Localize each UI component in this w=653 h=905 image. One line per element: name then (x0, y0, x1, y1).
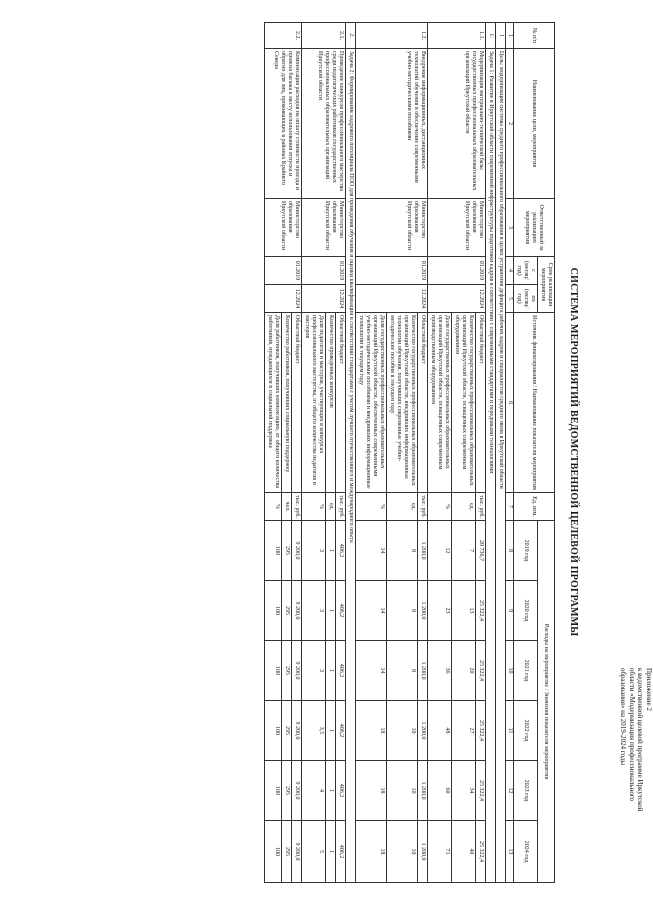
item-val: 3 (302, 581, 326, 641)
row-end: 12.2024 (428, 285, 486, 313)
row-num: 2.1. (302, 23, 346, 49)
row-num: 1.2. (356, 23, 428, 49)
index-cell: 10 (506, 641, 514, 701)
item-val: 1 (326, 521, 336, 581)
item-val: 406,2 (336, 641, 346, 701)
item-val: 3 (302, 641, 326, 701)
item-src: Количество работников, получивших социальную поддержку (282, 313, 292, 493)
item-val: 100 (265, 821, 282, 883)
table-row (476, 23, 486, 883)
row-start: 01.2019 (428, 257, 486, 285)
item-val: 20 (452, 641, 476, 701)
index-cell: 13 (506, 821, 514, 883)
document-title: СИСТЕМА МЕРОПРИЯТИЙ ВЕДОМСТВЕННОЙ ЦЕЛЕВОЙ ПРОГРАММЫ (568, 267, 579, 637)
item-val: 40 (452, 821, 476, 883)
item-val: 18 (356, 821, 387, 883)
task-text: Задача 1: Развитие в Иркутской области современной инфраструктуры подготовки кадров в соответствии с современными стандартами и передовыми технологиями (486, 49, 496, 883)
row-name: Компенсация расходов на оплату стоимости проезда и провоза багажа к месту использования отпуска и обратно для лиц, проживающих в районах Крайнего Севера (265, 49, 302, 199)
appendix-line: области «Модернизация профессионального (628, 668, 636, 802)
item-unit: % (428, 493, 452, 521)
item-val: 9 200,0 (292, 701, 302, 761)
item-val: 23 (428, 581, 452, 641)
header-name: Наименование цели, мероприятия (514, 49, 555, 199)
goal-row (496, 23, 506, 883)
index-cell: 11 (506, 701, 514, 761)
index-cell: 5 (506, 285, 514, 313)
item-val: 34 (452, 761, 476, 821)
item-val: 8 (387, 521, 418, 581)
appendix-line: к ведомственной целевой программе Иркутской (636, 668, 645, 812)
row-start: 01.2019 (302, 257, 346, 285)
index-row (506, 23, 514, 883)
item-unit: ед. (452, 493, 476, 521)
header-year: 2021 год (514, 641, 538, 701)
index-cell: 9 (506, 581, 514, 641)
row-start: 01.2019 (356, 257, 428, 285)
group-2-1 (302, 23, 346, 883)
item-val: 3,5 (302, 701, 326, 761)
task-row (486, 23, 496, 883)
item-src: Доля работников, получивших компенсацию, от общего количества работников, нуждающихся в социальной поддержке (265, 313, 282, 493)
header-num: № п/п (514, 23, 555, 49)
item-val: 36 (428, 641, 452, 701)
row-resp: Министерство образования Иркутской области (302, 199, 346, 257)
item-val: 100 (265, 761, 282, 821)
item-val: 25 322,4 (476, 701, 486, 761)
item-val: 13 (452, 581, 476, 641)
item-unit: ед. (326, 493, 336, 521)
index-cell: 8 (506, 521, 514, 581)
item-val: 100 (265, 701, 282, 761)
appendix-line: Приложение 2 (645, 668, 653, 711)
item-val: 406,2 (336, 821, 346, 883)
index-cell: 3 (506, 199, 514, 257)
header-year: 2022 год (514, 701, 538, 761)
row-start: 01.2019 (265, 257, 302, 285)
item-val: 25 322,4 (476, 641, 486, 701)
index-cell: 6 (506, 313, 514, 493)
item-val: 18 (356, 701, 387, 761)
index-cell: 2 (506, 49, 514, 199)
group-1-2 (356, 23, 428, 883)
item-val: 406,2 (336, 581, 346, 641)
task-num: 1. (486, 23, 496, 49)
row-num: 1.1. (428, 23, 486, 49)
item-val: 14 (356, 521, 387, 581)
row-resp: Министерство образования Иркутской области (265, 199, 302, 257)
row-name: Модернизация материально-технической базы государственных профессиональных образовательных организаций Иркутской области (428, 49, 486, 199)
task-row (346, 23, 356, 883)
item-unit: тыс. руб. (292, 493, 302, 521)
item-val: 1 (326, 821, 336, 883)
item-val: 1 (326, 761, 336, 821)
item-val: 1 200,0 (418, 821, 428, 883)
item-val: 1 200,0 (418, 521, 428, 581)
index-cell: 12 (506, 761, 514, 821)
header-resp: Ответственный за реализацию мероприятия (514, 199, 555, 257)
row-name: Внедрение информационных, дистанционных технологий обучения в обеспечение современными учебно-методическими пособиями (356, 49, 428, 199)
item-val: 27 (452, 701, 476, 761)
header-row (538, 23, 555, 883)
item-src: Количество проведенных конкурсов (326, 313, 336, 493)
header-source: Источник финансирования / Наименование показателя мероприятия (514, 313, 555, 493)
item-unit: % (302, 493, 326, 521)
row-resp: Министерство образования Иркутской области (428, 199, 486, 257)
header-term: Срок реализации мероприятия (538, 257, 555, 313)
item-unit: % (356, 493, 387, 521)
item-val: 100 (265, 581, 282, 641)
appendix-note (619, 668, 653, 868)
appendix-line: образования» на 2019-2024 годы (619, 668, 628, 766)
task-text: Задача 2: Формирование кадрового потенциала ПОО для проведения обучения и оценки квалификации в соответствии стандартами с учетом лучшего отечественного и международного опыта (346, 49, 356, 883)
index-cell: 7 (506, 493, 514, 521)
row-end: 12.2024 (302, 285, 346, 313)
item-val: 406,2 (336, 701, 346, 761)
item-val: 295 (282, 641, 292, 701)
item-val: 20 736,7 (476, 521, 486, 581)
item-unit: ед. (387, 493, 418, 521)
header-year: 2020 год (514, 581, 538, 641)
item-src: Областной бюджет (292, 313, 302, 493)
item-val: 18 (356, 761, 387, 821)
item-val: 4 (302, 761, 326, 821)
item-val: 1 200,0 (418, 641, 428, 701)
item-src: Областной бюджет (336, 313, 346, 493)
item-val: 10 (387, 821, 418, 883)
item-src: Доля государственных профессиональных образовательных организаций Иркутской области, оснащенных современным производственным оборудованием (428, 313, 452, 493)
item-val: 7 (452, 521, 476, 581)
item-unit: тыс. руб. (476, 493, 486, 521)
item-val: 10 (387, 701, 418, 761)
item-unit: тыс. руб. (418, 493, 428, 521)
group-2-2 (265, 23, 302, 883)
goal-num: 1 (496, 23, 506, 49)
item-val: 9 200,0 (292, 521, 302, 581)
item-val: 9 200,0 (292, 821, 302, 883)
item-val: 25 322,4 (476, 581, 486, 641)
index-cell: 4 (506, 257, 514, 285)
row-num: 2.2. (265, 23, 302, 49)
task-num: 2. (346, 23, 356, 49)
row-end: 12.2024 (356, 285, 428, 313)
row-resp: Министерство образования Иркутской области (356, 199, 428, 257)
item-src: Доля педагогов и мастеров, участвующих в конкурсах профессионального мастерства, от общего количества педагогов и мастеров (302, 313, 326, 493)
header-end: по (месяц/ год) (514, 285, 538, 313)
item-src: Доля государственных профессиональных образовательных организаций Иркутской области, обеспеченных современными учебно-методическими пособиями и внедривших информационные технологии в текущем году (356, 313, 387, 493)
item-val: 9 200,0 (292, 581, 302, 641)
item-val: 14 (356, 581, 387, 641)
item-val: 100 (265, 641, 282, 701)
item-val: 295 (282, 581, 292, 641)
program-table (264, 22, 555, 883)
item-val: 295 (282, 701, 292, 761)
item-val: 9 200,0 (292, 641, 302, 701)
item-val: 48 (428, 701, 452, 761)
item-val: 295 (282, 521, 292, 581)
group-1-1 (428, 23, 486, 883)
item-unit: % (265, 493, 282, 521)
header-unit: Ед. изм. (514, 493, 555, 521)
item-val: 1 200,0 (418, 761, 428, 821)
item-val: 12 (428, 521, 452, 581)
header-year: 2019 год (514, 521, 538, 581)
item-unit: тыс. руб. (336, 493, 346, 521)
item-val: 14 (356, 641, 387, 701)
item-val: 5 (302, 821, 326, 883)
item-val: 100 (265, 521, 282, 581)
item-src: Количество государственных профессиональных образовательных организаций Иркутской области, оснащенных современным оборудованием (452, 313, 476, 493)
header-expenses: Расходы на мероприятие / Значения показателя мероприятия (538, 521, 555, 883)
item-src: Количество государственных профессиональных образовательных организаций Иркутской области, внедривших информационные технологии обучения, получивших современные учебно-методические пособия в текущем году (387, 313, 418, 493)
item-val: 295 (282, 761, 292, 821)
item-val: 3 (302, 521, 326, 581)
goal-text: Цель: модернизация системы среднего профессионального образования в целях устранения дефицита рабочих кадров и специалистов среднего звена в Иркутской области (496, 49, 506, 883)
table-row (418, 23, 428, 883)
item-val: 1 (326, 581, 336, 641)
item-val: 60 (428, 761, 452, 821)
item-val: 1 (326, 701, 336, 761)
index-cell: 1 (506, 23, 514, 49)
row-end: 12.2024 (265, 285, 302, 313)
item-val: 8 (387, 641, 418, 701)
rotated-content (63, 22, 653, 882)
header-year: 2023 год (514, 761, 538, 821)
table-row (292, 23, 302, 883)
header-year: 2024 год (514, 821, 538, 883)
row-name: Проведение конкурсов профессионального мастерства среди педагогических работников государственных профессиональных образовательных организаций Иркутской области (302, 49, 346, 199)
header-start: с (месяц/ год) (514, 257, 538, 285)
item-val: 25 322,4 (476, 761, 486, 821)
item-val: 10 (387, 761, 418, 821)
item-val: 406,2 (336, 521, 346, 581)
item-val: 8 (387, 581, 418, 641)
table-row (336, 23, 346, 883)
item-src: Областной бюджет (476, 313, 486, 493)
item-val: 25 322,4 (476, 821, 486, 883)
item-val: 71 (428, 821, 452, 883)
item-val: 295 (282, 821, 292, 883)
item-val: 1 200,0 (418, 581, 428, 641)
item-val: 406,2 (336, 761, 346, 821)
item-val: 9 200,0 (292, 761, 302, 821)
item-val: 1 200,0 (418, 701, 428, 761)
item-val: 1 (326, 641, 336, 701)
item-src: Областной бюджет (418, 313, 428, 493)
item-unit: чел. (282, 493, 292, 521)
